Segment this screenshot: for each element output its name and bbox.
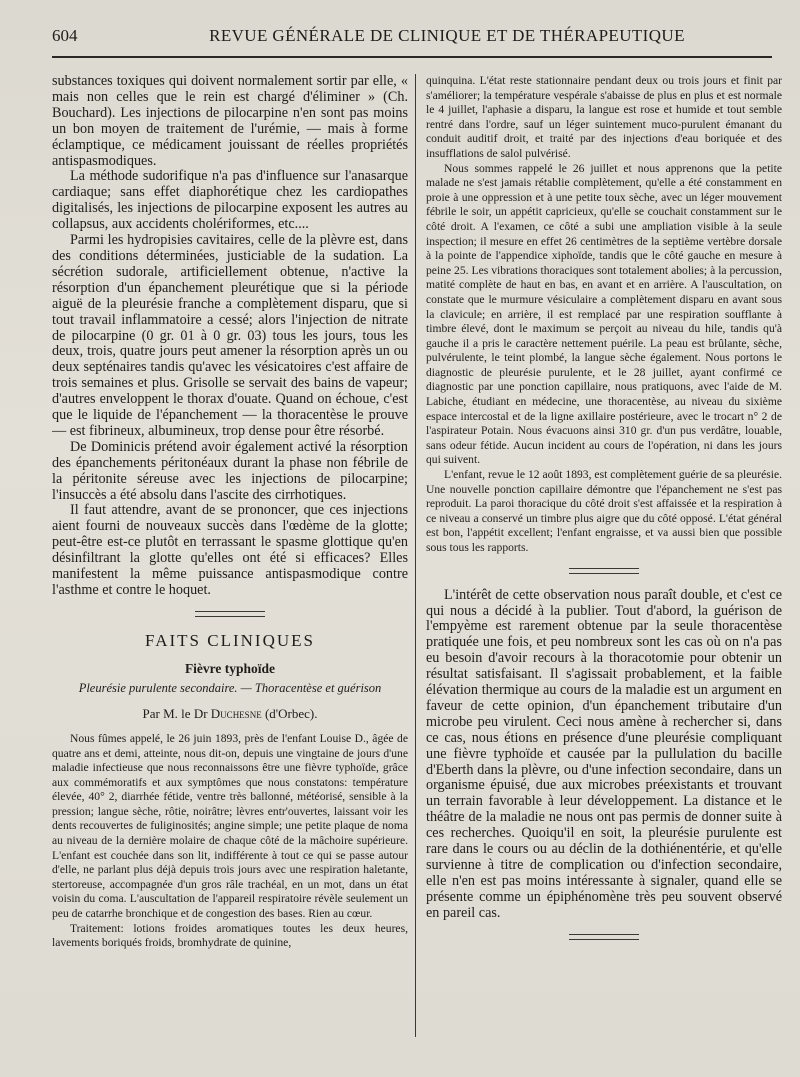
section-separator <box>195 611 265 617</box>
paragraph: substances toxiques qui doivent normalement sortir par elle, « mais non celles que le rein est chargé d'éliminer » (Ch. Bouchard). Les injections de pilocarpine n'en sont pas moins un bon moyen de traitement de l'urémie, — mais à forme éclamptique, ce médicament jouissant de réelles propriétés antispasmodiques. <box>52 74 408 169</box>
article-subtitle: Pleurésie purulente secondaire. — Thoracentèse et guérison <box>78 680 382 695</box>
page-number: 604 <box>52 26 78 45</box>
paragraph: quinquina. L'état reste stationnaire pendant deux ou trois jours et finit par s'améliorer; la température vespérale s'abaisse de plus en plus et est normale le 4 juillet, l'aphasie a disparu, la langue est rose et humide et tout semble rentré dans l'ordre, sauf un léger suintement muco-purulent émanant du conduit auditif droit, et traité par des injections d'eau boriquée et des insufflations de salol pulvérisé. <box>426 74 782 160</box>
left-column <box>52 74 408 1041</box>
paragraph: Traitement: lotions froides aromatiques toutes les deux heures, lavements boriqués froids, bromhydrate de quinine, <box>52 921 408 950</box>
byline-prefix: Par M. le Dr <box>142 705 208 721</box>
page-header <box>52 26 772 58</box>
article-title: Fièvre typhoïde <box>184 660 276 676</box>
paragraph: La méthode sudorifique n'a pas d'influence sur l'anasarque cardiaque; sans effet diaphorétique chez les cardiopathes digitalisés, les injections de pilocarpine exposent les autres au collapsus, aux accidents cholériformes, etc.... <box>52 168 408 233</box>
paragraph: De Dominicis prétend avoir également activé la résorption des épanchements péritonéaux durant la phase non fébrile de la péritonite séreuse avec les injections de pilocarpine; l'insuccès a été absolu dans l'ascite des cirrhotiques. <box>52 438 408 503</box>
paragraph: Nous sommes rappelé le 26 juillet et nous apprenons que la petite malade ne s'est jamais rétablie complètement, qu'elle a été constamment en proie à une oppression et à une petite toux sèche, avec un léger mouvement fébrile le soir, un appétit capricieux, qu'elle se couchait constamment sur le côté droit. A l'examen, ce côté a subi une ampliation visible à la seule inspection; il mesure en effet 26 centimètres de la septième vertèbre dorsale à la pointe de l'appendice xiphoïde, tandis que le côté gauche en mesure à peine 25. Les vibrations thoraciques sont totalement abolies; à la percussion, matité complète de haut en bas, en avant et en arrière. A l'auscultation, on constate que le murmure vésiculaire a complètement disparu en avant sous la clavicule; en arrière, il est remplacé par une respiration soufflante à timbre élevé, dont le maximum se perçoit au niveau du hile, tandis qu'à gauche il a pris le caractère nettement puérile. La peau est brûlante, sèche, pulvérulente, le teint plombé, la langue sèche également. Nous portons le diagnostic de pleurésie purulente, et le 28 juillet, ayant confirmé ce diagnostic par une ponction capillaire, nous pratiquons, avec l'aide de M. Labiche, étudiant en médecine, une thoracentèse, au niveau du sixième espace intercostal et de la ligne axillaire postérieure, avec le trocart n° 2 de l'aspirateur Potain. Nous évacuons ainsi 310 gr. d'un pus verdâtre, louable, sans odeur fétide. Aucun incident au cours de l'opération, ni dans les jours qui suivent. <box>426 161 782 467</box>
byline <box>52 706 408 722</box>
column-divider <box>415 74 416 1037</box>
paragraph: Parmi les hydropisies cavitaires, celle de la plèvre est, dans des conditions déterminées, justiciable de la sudation. La sécrétion sudorale, artificiellement obtenue, n'active la résorption d'un épanchement pleurétique que si la période aiguë de la pleurésie franche a complètement disparu, que si tout travail inflammatoire a cessé; alors l'injection de nitrate de pilocarpine (0 gr. 01 à 0 gr. 03) tous les jours, tous les deux, trois, quatre jours peut amener la résorption après un ou deux septénaires tandis qu'avec les vésicatoires c'est affaire de trois semaines et plus. Grisolle se servait des bains de vapeur; d'autres enveloppent le thorax d'ouate. Quand on échoue, c'est que le liquide de l'épanchement — la thoracentèse le prouve — est fibrineux, albumineux, trop dense pour être résorbé. <box>52 232 408 439</box>
paragraph: Nous fûmes appelé, le 26 juin 1893, près de l'enfant Louise D., âgée de quatre ans et demi, atteinte, nous dit-on, depuis une vingtaine de jours d'une maladie infectieuse que nous reconnaissons être une fièvre typhoïde, grâce aux commémoratifs et aux symptômes que nous constatons: température élevée, 40° 2, diarrhée fétide, ventre très ballonné, météorisé, sensible à la pression; langue sèche, rôtie, noirâtre; lèvres entr'ouvertes, laissant voir les dents recouvertes de fuliginosités; angine simple; une petite plaque de noma au niveau de la dernière molaire de chaque côté de la mâchoire supérieure. L'enfant est couchée dans son lit, indifférente à tout ce qui se passe autour d'elle, ne parlant plus déjà depuis trois jours avec une respiration haletante, stertoreuse, accompagnée d'un gros râle trachéal, en un mot, dans un état voisin du coma. L'auscultation de l'appareil respiratoire révèle seulement un peu de catarrhe bronchique et de congestion des bases. Rien au cœur. <box>52 731 408 921</box>
paragraph: Il faut attendre, avant de se prononcer, que ces injections aient fourni de nouveaux succès dans l'œdème de la glotte; peut-être est-ce plutôt en terrassant le spasme glottique qu'en désinfiltrant la glotte qu'elles ont été si efficaces? Elles manifestent la même puissance antispasmodique contre l'asthme et contre le hoquet. <box>52 502 408 598</box>
section-title: FAITS CLINIQUES <box>145 630 315 650</box>
end-separator <box>569 934 639 940</box>
paragraph: L'enfant, revue le 12 août 1893, est complètement guérie de sa pleurésie. Une nouvelle ponction capillaire démontre que l'épanchement ne s'est pas reproduit. La paroi thoracique du côté droit s'est affaissée et la respiration à ce niveau a conservé un timbre plus aigre que du côté opposé. L'état général est bon, l'appétit excellent; l'enfant engraisse, et va aussi bien que possible sous tous les rapports. <box>426 468 782 554</box>
running-title: REVUE GÉNÉRALE DE CLINIQUE ET DE THÉRAPEUTIQUE <box>209 26 685 45</box>
section-separator <box>569 568 639 574</box>
right-column <box>426 74 782 1041</box>
byline-suffix: (d'Orbec). <box>264 705 318 721</box>
author-name: Duchesne <box>210 705 262 721</box>
paragraph: L'intérêt de cette observation nous paraît double, et c'est ce qui nous a décidé à la publier. Tout d'abord, la guérison de l'empyème est rarement obtenue par la seule thoracentèse pratiquée une fois, et peu nombreux sont les cas où on n'a pas eu besoin d'avoir recours à la thoracotomie pour obtenir un résultat satisfaisant. Il s'agissait probablement, et la faible élévation thermique au cours de la maladie est un argument en faveur de cette opinion, d'un épanchement tributaire d'un microbe peu virulent. Ceci nous amène à rechercher si, dans ce cas, nous étions en présence d'une pleurésie compliquant une fièvre typhoïde et causée par la pullulation du bacille d'Eberth dans la plèvre, ou d'une infection secondaire, dans un organisme épuisé, due aux microbes préexistants et trouvant un terrain favorable à leur développement. La distance et le théâtre de la maladie ne nous ont pas permis de donner suite à ces recherches. Quoiqu'il en soit, la pleurésie purulente est rare dans le cours ou au déclin de la dothiénentérie, et qu'elle survienne à titre de complication ou d'infection secondaire, elle n'en est pas moins intéressante à signaler, quand elle se présente comme un épiphénomène très peu souvent observé en pareil cas. <box>426 586 782 921</box>
